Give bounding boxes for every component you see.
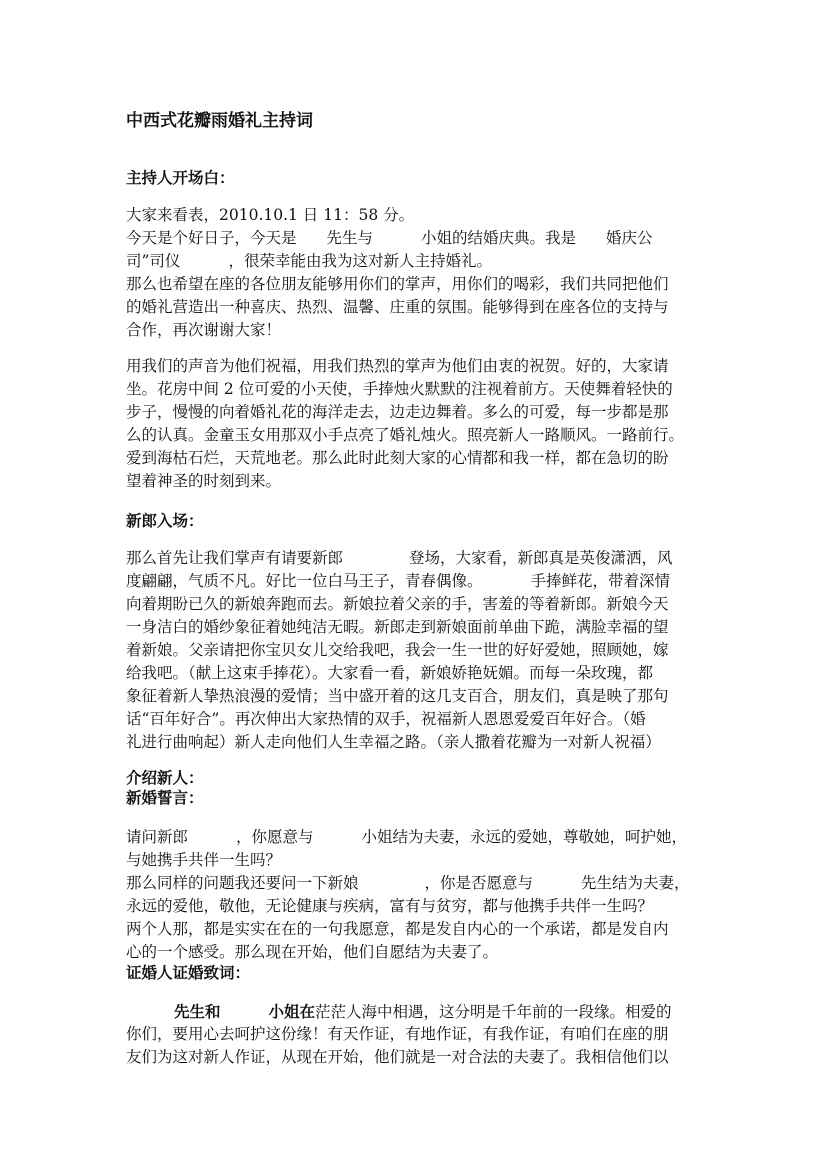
opening-line-2b: 先生与 [326,229,374,247]
document-title: 中西式花瓣雨婚礼主持词 [126,111,313,131]
groom-line-2b: 手捧鲜花，带着深情 [530,572,671,590]
vows-line-3b: ，你是否愿意与 [424,874,534,892]
vows-line-5: 两个人那，都是实实在在的一句我愿意，都是发自内心的一个承诺，都是发自内 [126,920,669,938]
opening-line-3a: 司”司仪 [126,252,181,270]
opening-line-6: 合作，再次谢谢大家！ [126,321,282,339]
witness-line-1c: 茫茫人海中相遇，这分明是千年前的一段缘。相爱的 [315,1003,672,1021]
groom-line-3: 向着期盼已久的新娘奔跑而去。新娘拉着父亲的手，害羞的等着新郎。新娘今天 [126,595,669,613]
opening-line-2 [126,227,653,251]
vows-line-1c: 小姐结为夫妻，永远的爱她，尊敬她，呵护她， [361,828,688,846]
groom-line-1b: 登场，大家看，新郎真是英俊潇洒，风 [409,549,673,567]
vows-line-2: 与她携手共伴一生吗？ [126,851,282,869]
opening-line-5: 的婚礼营造出一种喜庆、热烈、温馨、庄重的氛围。能够得到在座各位的支持与 [126,298,669,316]
section-heading-witness: 证婚人证婚致词： [126,963,251,982]
groom-line-2 [126,570,670,594]
section-heading-introduce: 介绍新人： [126,768,204,787]
section-heading-vows: 新婚誓言： [126,788,204,807]
opening-line-2d: 婚庆公 [606,229,653,247]
groom-line-6: 给我吧。（献上这束手捧花）。大家看一看，新娘娇艳妩媚。而每一朵玫瑰，都 [126,664,654,682]
section-heading-groom-entry: 新郎入场： [126,511,204,530]
groom-line-9: 礼进行曲响起）新人走向他们人生幸福之路。（亲人撒着花瓣为一对新人祝福） [126,733,661,751]
vows-line-3 [126,872,690,896]
witness-line-1a: 先生和 [174,1002,221,1021]
groom-line-2a: 度翩翩，气质不凡。好比一位白马王子，青春偶像。 [126,572,483,590]
groom-line-1 [126,547,673,571]
blessing-line-3: 步子，慢慢的向着婚礼花的海洋走去，边走边舞着。多么的可爱，每一步都是那 [126,403,669,421]
witness-line-1 [126,1000,672,1025]
witness-line-2: 你们，要用心去呵护这份缘！有天作证，有地作证，有我作证，有咱们在座的朋 [126,1025,669,1043]
witness-line-1b: 小姐在 [268,1002,316,1021]
groom-line-5: 着新娘。父亲请把你宝贝女儿交给我吧，我会一生一世的好好爱她，照顾她，嫁 [126,641,669,659]
opening-line-3b: ，很荣幸能由我为这对新人主持婚礼。 [228,252,492,270]
groom-line-7: 象征着新人挚热浪漫的爱情；当中盛开着的这几支百合，朋友们，真是映了那句 [126,687,669,705]
groom-line-1a: 那么首先让我们掌声有请要新郎 [126,549,344,567]
opening-line-2a: 今天是个好日子，今天是 [126,229,297,247]
opening-line-4: 那么也希望在座的各位朋友能够用你们的掌声，用你们的喝彩，我们共同把他们 [126,275,669,293]
blessing-line-1: 用我们的声音为他们祝福，用我们热烈的掌声为他们由衷的祝贺。好的，大家请 [126,357,669,375]
vows-line-4: 永远的爱他，敬他，无论健康与疾病，富有与贫穷，都与他携手共伴一生吗？ [126,897,654,915]
groom-line-8: 话“百年好合”。再次伸出大家热情的双手，祝福新人恩恩爱爱百年好合。（婚 [126,710,646,728]
opening-line-3 [126,250,492,274]
blessing-line-4: 么的认真。金童玉女用那双小手点亮了婚礼烛火。照亮新人一路顺风。一路前行。 [126,426,685,444]
blessing-line-2: 坐。花房中间 2 位可爱的小天使，手捧烛火默默的注视着前方。天使舞着轻快的 [126,380,673,398]
blessing-line-5: 爱到海枯石烂，天荒地老。那么此时此刻大家的心情都和我一样，都在急切的盼 [126,449,669,467]
vows-line-6: 心的一个感受。那么现在开始，他们自愿结为夫妻了。 [126,943,499,961]
vows-line-3c: 先生结为夫妻， [581,874,690,892]
opening-line-1: 大家来看表，2010.10.1 日 11：58 分。 [126,206,415,224]
section-heading-opening: 主持人开场白： [126,168,235,187]
vows-line-1b: ，你愿意与 [236,828,314,846]
witness-line-3: 友们为这对新人作证，从现在开始，他们就是一对合法的夫妻了。我相信他们以 [126,1048,669,1066]
blessing-line-6: 望着神圣的时刻到来。 [126,472,282,490]
vows-line-1a: 请问新郎 [126,828,189,846]
vows-line-1 [126,826,687,850]
groom-line-4: 一身洁白的婚纱象征着她纯洁无暇。新郎走到新娘面前单曲下跪，满脸幸福的望 [126,618,669,636]
vows-line-3a: 那么同样的问题我还要问一下新娘 [126,874,359,892]
opening-line-2c: 小姐的结婚庆典。我是 [421,229,577,247]
